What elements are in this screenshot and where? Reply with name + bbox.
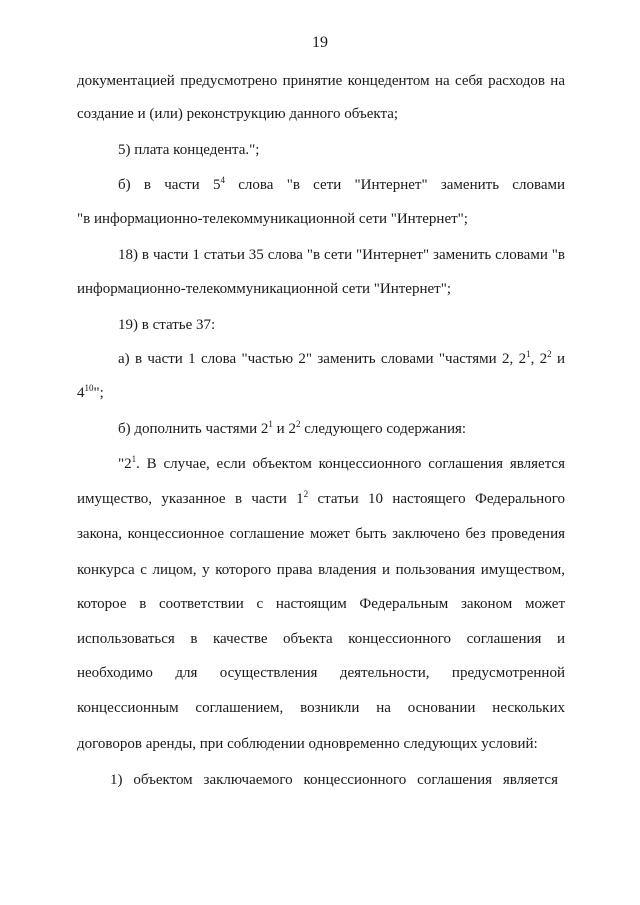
superscript: 2 [295, 419, 301, 429]
text-fragment: , 2 [530, 351, 548, 367]
text-line-15: конкурса с лицом, у которого права владения и пользования имуществом, [77, 562, 565, 578]
text-line-19: концессионным соглашением, возникли на основании нескольких [77, 700, 565, 716]
text-fragment: 4 [77, 385, 85, 401]
text-fragment: следующего содержания: [300, 421, 467, 437]
text-line-10 [77, 384, 104, 402]
superscript: 1 [526, 349, 531, 359]
text-fragment: б) в части 5 [118, 177, 221, 193]
text-fragment: и 2 [272, 421, 296, 437]
superscript: 1 [268, 419, 273, 429]
superscript: 2 [303, 489, 309, 499]
text-fragment: "2 [118, 456, 132, 472]
text-fragment: слова "в сети "Интернет" заменить словами [224, 177, 566, 193]
text-line-7: информационно-телекоммуникационной сети "Интернет"; [77, 281, 451, 297]
text-fragment: а) в части 1 слова "частью 2" заменить словами "частями 2, 2 [118, 351, 527, 367]
text-line-2: создание и (или) реконструкцию данного объекта; [77, 106, 399, 122]
superscript: 2 [547, 349, 552, 359]
text-fragment: имущество, указанное в части 1 [77, 491, 304, 507]
text-line-6: 18) в части 1 статьи 35 слова "в сети "Интернет" заменить словами "в [118, 247, 565, 263]
text-line-4 [118, 176, 565, 194]
superscript: 10 [84, 383, 94, 393]
text-line-1: документацией предусмотрено принятие концедентом на себя расходов на [77, 73, 565, 89]
text-line-13 [77, 490, 565, 508]
text-line-3: 5) плата концедента."; [118, 142, 260, 158]
text-line-17: использоваться в качестве объекта концессионного соглашения и [77, 631, 565, 647]
text-line-14: закона, концессионное соглашение может быть заключено без проведения [77, 526, 565, 542]
superscript: 4 [220, 175, 225, 185]
text-line-5: "в информационно-телекоммуникационной сети "Интернет"; [77, 211, 468, 227]
text-line-18: необходимо для осуществления деятельности, предусмотренной [77, 665, 565, 681]
text-line-11 [118, 420, 466, 438]
superscript: 1 [131, 454, 137, 464]
text-fragment: и [551, 351, 566, 367]
text-line-20: договоров аренды, при соблюдении одновременно следующих условий: [77, 736, 538, 752]
text-fragment: б) дополнить частями 2 [118, 421, 269, 437]
text-line-21: 1) объектом заключаемого концессионного соглашения является [110, 772, 558, 788]
text-line-12 [118, 455, 565, 473]
text-fragment: . В случае, если объектом концессионного соглашения является [136, 456, 565, 472]
text-line-9 [118, 350, 565, 368]
text-fragment: статьи 10 настоящего Федерального [308, 491, 565, 507]
text-line-16: которое в соответствии с настоящим Федеральным законом может [77, 596, 565, 612]
text-line-8: 19) в статье 37: [118, 317, 216, 333]
page-number: 19 [312, 34, 328, 51]
text-fragment: "; [93, 385, 104, 401]
